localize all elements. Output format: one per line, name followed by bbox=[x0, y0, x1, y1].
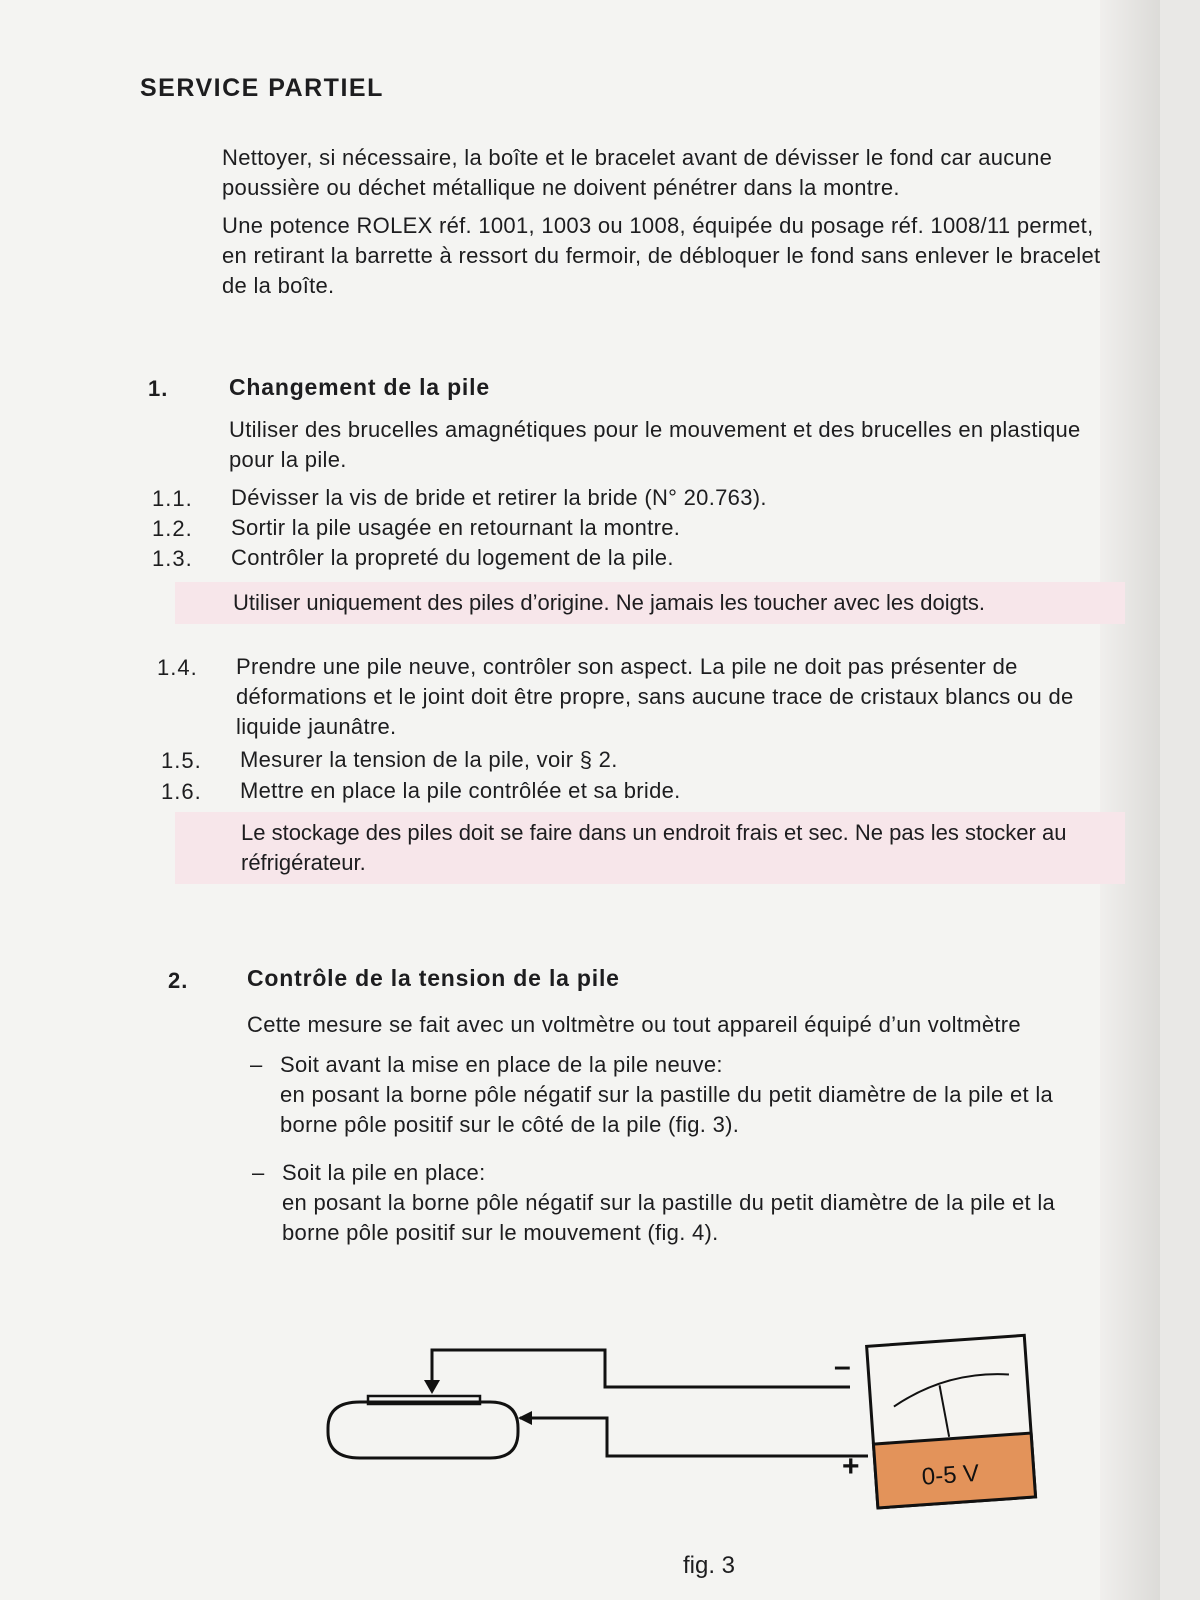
warning-note bbox=[175, 582, 1125, 624]
figure-caption: fig. 3 bbox=[683, 1552, 736, 1579]
step-number: 1.3. bbox=[152, 546, 193, 571]
intro-paragraph-1: Nettoyer, si nécessaire, la boîte et le bracelet avant de dévisser le fond car aucune poussière ou déchet métallique ne doivent pénétrer dans la montre. bbox=[222, 145, 1053, 200]
figure-3-diagram bbox=[320, 1330, 1080, 1510]
step-text: Mettre en place la pile contrôlée et sa bride. bbox=[240, 778, 681, 803]
list-item-lead: Soit la pile en place: bbox=[282, 1160, 486, 1185]
page-edge bbox=[1100, 0, 1160, 1600]
step-number: 1.5. bbox=[161, 748, 202, 773]
step-text: Contrôler la propreté du logement de la pile. bbox=[231, 545, 674, 570]
list-item-detail: en posant la borne pôle négatif sur la pastille du petit diamètre de la pile et la borne pôle positif sur le côté de la pile (fig. 3). bbox=[280, 1082, 1054, 1137]
step-number: 1.1. bbox=[152, 486, 193, 511]
list-dash: – bbox=[252, 1160, 265, 1185]
voltmeter-range-label: 0-5 V bbox=[920, 1459, 981, 1491]
list-item-detail: en posant la borne pôle négatif sur la pastille du petit diamètre de la pile et la borne pôle positif sur le mouvement (fig. 4). bbox=[282, 1190, 1056, 1245]
step-text: Sortir la pile usagée en retournant la montre. bbox=[231, 515, 681, 540]
step-text: Mesurer la tension de la pile, voir § 2. bbox=[240, 747, 618, 772]
intro-paragraph-2: Une potence ROLEX réf. 1001, 1003 ou 1008, équipée du posage réf. 1008/11 permet, en retirant la barrette à ressort du fermoir, de débloquer le fond sans enlever le bracelet de la boîte. bbox=[222, 213, 1101, 298]
list-item bbox=[250, 1050, 1106, 1140]
storage-note-text: Le stockage des piles doit se faire dans un endroit frais et sec. Ne pas les stocker au réfrigérateur. bbox=[241, 820, 1067, 875]
section-2-number: 2. bbox=[168, 968, 189, 993]
voltmeter bbox=[867, 1335, 1036, 1508]
section-2-intro: Cette mesure se fait avec un voltmètre ou tout appareil équipé d’un voltmètre bbox=[247, 1012, 1021, 1037]
section-1-number: 1. bbox=[148, 376, 169, 401]
list-item-lead: Soit avant la mise en place de la pile neuve: bbox=[280, 1052, 723, 1077]
section-2-title: Contrôle de la tension de la pile bbox=[247, 965, 620, 991]
step-number: 1.2. bbox=[152, 516, 193, 541]
step-text: Prendre une pile neuve, contrôler son aspect. La pile ne doit pas présenter de déformations et le joint doit être propre, sans aucune trace de cristaux blancs ou de liquide jaunâtre. bbox=[236, 654, 1074, 739]
section-1-intro: Utiliser des brucelles amagnétiques pour le mouvement et des brucelles en plastique pour la pile. bbox=[229, 417, 1081, 472]
step-number: 1.6. bbox=[161, 779, 202, 804]
list-item bbox=[252, 1158, 1106, 1248]
step-text: Dévisser la vis de bride et retirer la bride (N° 20.763). bbox=[231, 485, 767, 510]
warning-note-text: Utiliser uniquement des piles d’origine. Ne jamais les toucher avec les doigts. bbox=[233, 590, 986, 615]
step-number: 1.4. bbox=[157, 655, 198, 680]
battery-shape bbox=[328, 1396, 518, 1458]
storage-note bbox=[175, 812, 1125, 884]
list-dash: – bbox=[250, 1052, 263, 1077]
plus-sign: + bbox=[842, 1450, 860, 1483]
minus-sign: – bbox=[834, 1350, 851, 1383]
positive-probe-wire bbox=[518, 1411, 868, 1456]
negative-probe-wire bbox=[424, 1350, 850, 1394]
section-1-title: Changement de la pile bbox=[229, 374, 490, 400]
section-title: SERVICE PARTIEL bbox=[140, 74, 384, 102]
